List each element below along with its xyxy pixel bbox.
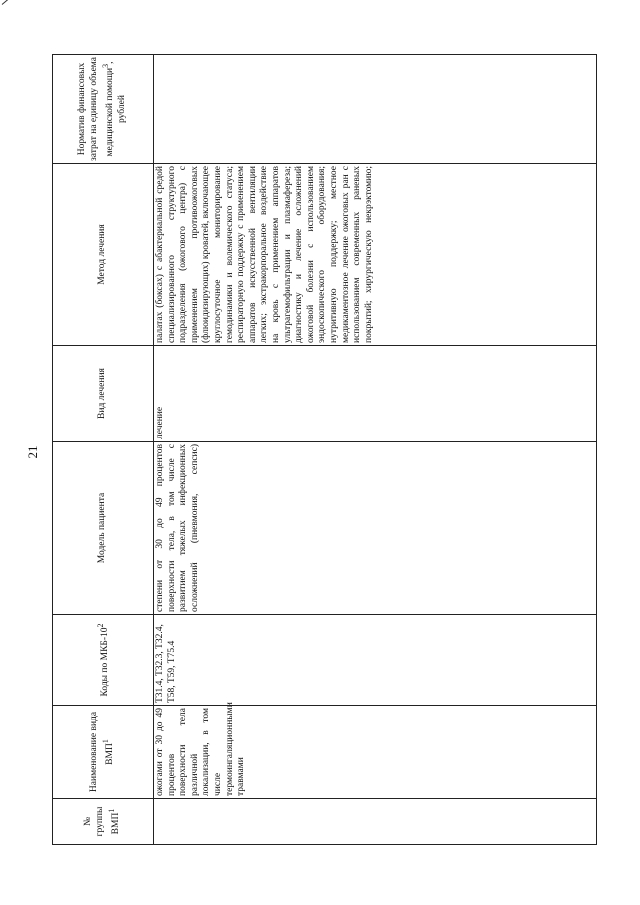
table-header-row <box>53 55 154 845</box>
cell-group <box>154 799 597 845</box>
cell-treatment: лечение <box>154 346 597 442</box>
table-row <box>154 55 597 845</box>
cell-codes: T31.4, T32.3, T32.4, T58, T59, T75.4 <box>154 615 597 706</box>
cell-method: палатах (боксах) с абактериальной средой специализированного структурного подразделения (ожогового центра) с применением противоожоговых (флюидизирующих) кроватей, включающее круглосуточное мониторирование гемодинамики и волемического статуса; респираторную поддержку с применением аппаратов искусственной вентиляции легких; экстракорпоральное воздействие на кровь с применением аппаратов ультрагемофильтрации и плазмафереза; диагностику и лечение осложнений ожоговой болезни с использованием эндоскопического оборудования; нутритивную поддержку; местное медикаментозное лечение ожоговых ран с использованием современных раневых покрытий; хирургическую некрэктомию; <box>154 164 597 346</box>
page-number: 21 <box>25 445 40 459</box>
header-norm: Норматив финансовых затрат на единицу объема медицинской помощи$^3$, рублей <box>53 55 154 164</box>
header-model: Модель пациента <box>53 442 154 615</box>
cell-name: ожогами от 30 до 49 процентов поверхности тела различной локализации, в том числе термоингаляционными травмами <box>154 706 597 799</box>
header-group: № группы ВМП$^1$ <box>53 799 154 845</box>
cell-norm <box>154 55 597 164</box>
vmp-table <box>52 54 597 845</box>
header-method: Метод лечения <box>53 164 154 346</box>
cell-model: степени от 30 до 49 процентов поверхности тела, в том числе с развитием тяжелых инфекционных осложнений (пневмония, сепсис) <box>154 442 597 615</box>
corner-scan-mark <box>2 0 19 5</box>
header-name: Наименование вида ВМП$^1$ <box>53 706 154 799</box>
header-codes: Коды по МКБ-$10^2$ <box>53 615 154 706</box>
rotated-sheet <box>52 55 592 845</box>
header-treatment: Вид лечения <box>53 346 154 442</box>
